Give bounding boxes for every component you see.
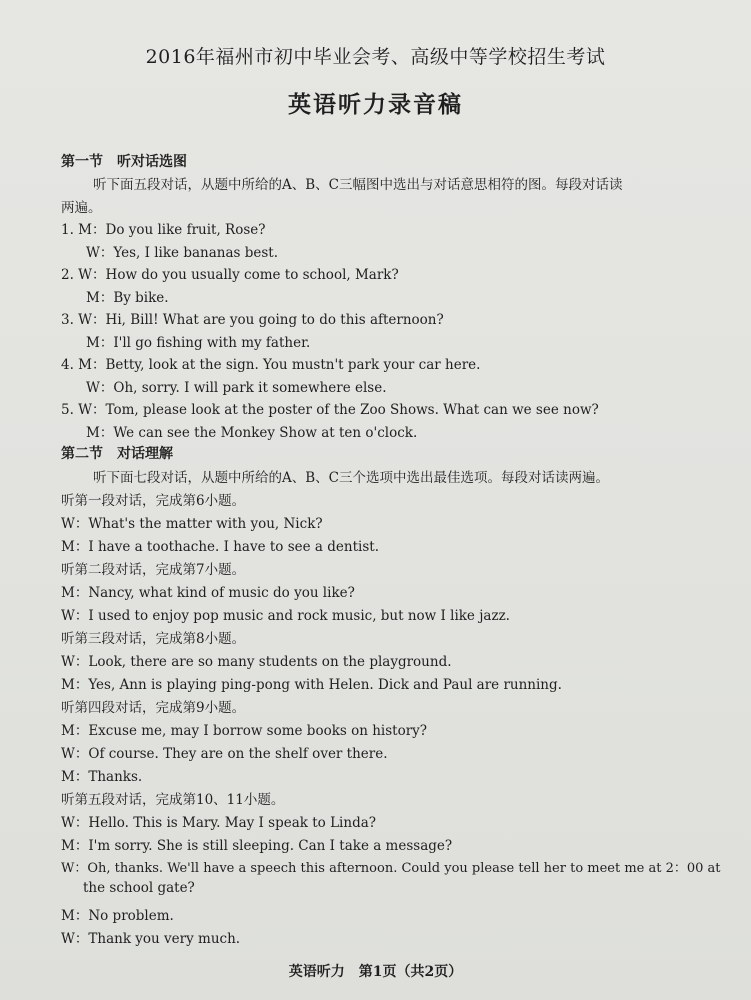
dialogue-line: W：Oh, thanks. We'll have a speech this afternoon. Could you please tell her to meet me at 2：00 at xyxy=(61,861,721,876)
dialogue-line: M：Thanks. xyxy=(61,769,143,785)
dialogue-line: W：Look, there are so many students on the playground. xyxy=(61,654,452,670)
section-heading: 第一节 听对话选图 xyxy=(61,154,187,170)
dialogue-line: W：I used to enjoy pop music and rock music, but now I like jazz. xyxy=(61,608,510,624)
page-footer: 英语听力 第1页（共2页） xyxy=(288,964,463,980)
dialogue-heading: 听第四段对话，完成第9小题。 xyxy=(61,700,246,716)
section-instruction: 听下面五段对话，从题中所给的A、B、C三幅图中选出与对话意思相符的图。每段对话读 xyxy=(93,177,623,193)
dialogue-line: the school gate? xyxy=(83,880,195,896)
dialogue-heading: 听第一段对话，完成第6小题。 xyxy=(61,493,246,509)
dialogue-heading: 听第五段对话，完成第10、11小题。 xyxy=(61,792,285,808)
dialogue-line: 4. M：Betty, look at the sign. You mustn't park your car here. xyxy=(61,357,481,373)
dialogue-line: W：Oh, sorry. I will park it somewhere else. xyxy=(86,380,387,396)
dialogue-line: M：I have a toothache. I have to see a dentist. xyxy=(61,539,379,555)
section-instruction: 两遍。 xyxy=(61,200,102,216)
dialogue-line: M：I'm sorry. She is still sleeping. Can I take a message? xyxy=(61,838,453,854)
dialogue-line: W：Yes, I like bananas best. xyxy=(86,245,279,261)
document-subtitle: 英语听力录音稿 xyxy=(288,91,463,118)
dialogue-heading: 听第二段对话，完成第7小题。 xyxy=(61,562,246,578)
dialogue-line: M：Excuse me, may I borrow some books on history? xyxy=(61,723,428,739)
dialogue-line: M：Yes, Ann is playing ping-pong with Helen. Dick and Paul are running. xyxy=(61,677,562,693)
dialogue-line: M：We can see the Monkey Show at ten o'clock. xyxy=(86,425,418,441)
dialogue-line: 5. W：Tom, please look at the poster of the Zoo Shows. What can we see now? xyxy=(61,402,599,418)
dialogue-line: M：By bike. xyxy=(86,290,169,306)
dialogue-line: M：Nancy, what kind of music do you like? xyxy=(61,585,355,601)
dialogue-line: W：Thank you very much. xyxy=(61,931,241,947)
dialogue-line: 2. W：How do you usually come to school, Mark? xyxy=(61,267,399,283)
dialogue-line: M：I'll go fishing with my father. xyxy=(86,335,311,351)
dialogue-heading: 听第三段对话，完成第8小题。 xyxy=(61,631,246,647)
dialogue-line: W：Hello. This is Mary. May I speak to Linda? xyxy=(61,815,377,831)
dialogue-line: W：Of course. They are on the shelf over there. xyxy=(61,746,388,762)
dialogue-line: 1. M：Do you like fruit, Rose? xyxy=(61,222,266,238)
dialogue-line: 3. W：Hi, Bill! What are you going to do this afternoon? xyxy=(61,312,444,328)
dialogue-line: W：What's the matter with you, Nick? xyxy=(61,516,323,532)
document-title: 2016年福州市初中毕业会考、高级中等学校招生考试 xyxy=(145,46,606,68)
dialogue-line: M：No problem. xyxy=(61,908,174,924)
section-instruction: 听下面七段对话，从题中所给的A、B、C三个选项中选出最佳选项。每段对话读两遍。 xyxy=(93,470,609,486)
section-heading: 第二节 对话理解 xyxy=(61,446,173,462)
